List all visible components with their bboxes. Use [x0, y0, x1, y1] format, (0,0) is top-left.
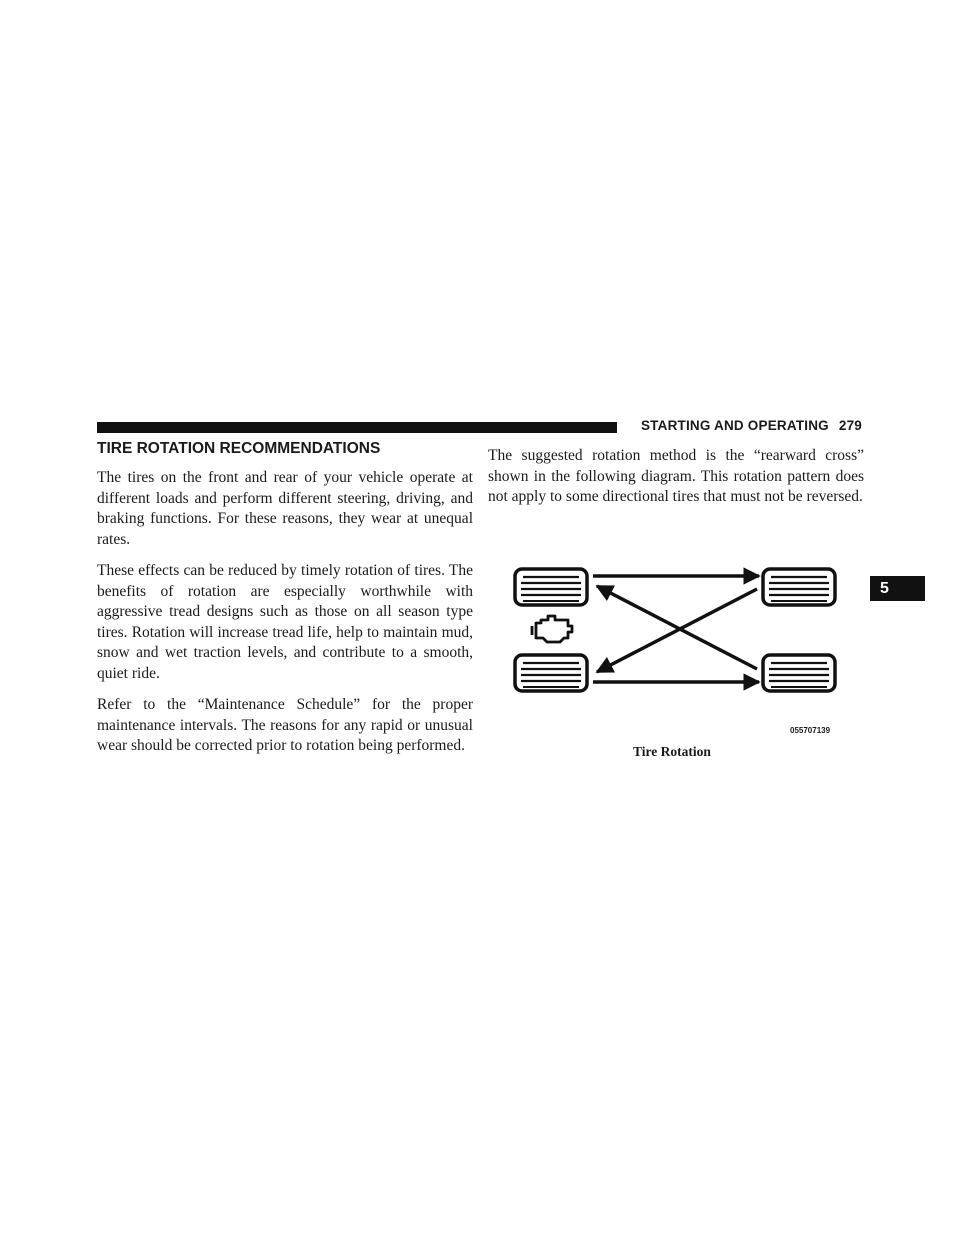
right-column	[488, 446, 864, 519]
section-title: STARTING AND OPERATING	[640, 418, 829, 433]
engine-icon	[532, 616, 572, 642]
tire-front-left	[515, 569, 587, 605]
section-heading: TIRE ROTATION RECOMMENDATIONS	[97, 440, 381, 457]
running-header	[622, 418, 862, 433]
header-rule	[97, 422, 617, 433]
tire-front-right	[763, 569, 835, 605]
tire-rear-left	[515, 655, 587, 691]
paragraph: These effects can be reduced by timely rotation of tires. The benefits of rotation are especially worthwhile with aggressive tread designs such as those on all season type tires. Rotation will increase tread life, help to maintain mud, snow and wet traction levels, and contribute to a smooth, quiet ride.	[97, 562, 473, 682]
tire-rear-right	[763, 655, 835, 691]
tire-rotation-diagram	[505, 555, 865, 735]
arrow-rear-right-to-front-left	[597, 586, 757, 669]
arrow-front-right-to-rear-left	[597, 589, 757, 672]
left-column	[97, 468, 473, 768]
paragraph: Refer to the “Maintenance Schedule” for the proper maintenance intervals. The reasons for any rapid or unusual wear should be corrected prior to rotation being performed.	[97, 696, 473, 754]
page-number: 279	[838, 418, 862, 433]
paragraph: The tires on the front and rear of your vehicle operate at different loads and perform different steering, driving, and braking functions. For these reasons, they wear at unequal rates.	[97, 469, 473, 548]
figure-code: 055707139	[790, 726, 831, 735]
figure-caption: Tire Rotation	[633, 744, 711, 759]
chapter-tab: 5	[870, 576, 925, 601]
paragraph: The suggested rotation method is the “rearward cross” shown in the following diagram. This rotation pattern does not apply to some directional tires that must not be reversed.	[488, 447, 864, 505]
